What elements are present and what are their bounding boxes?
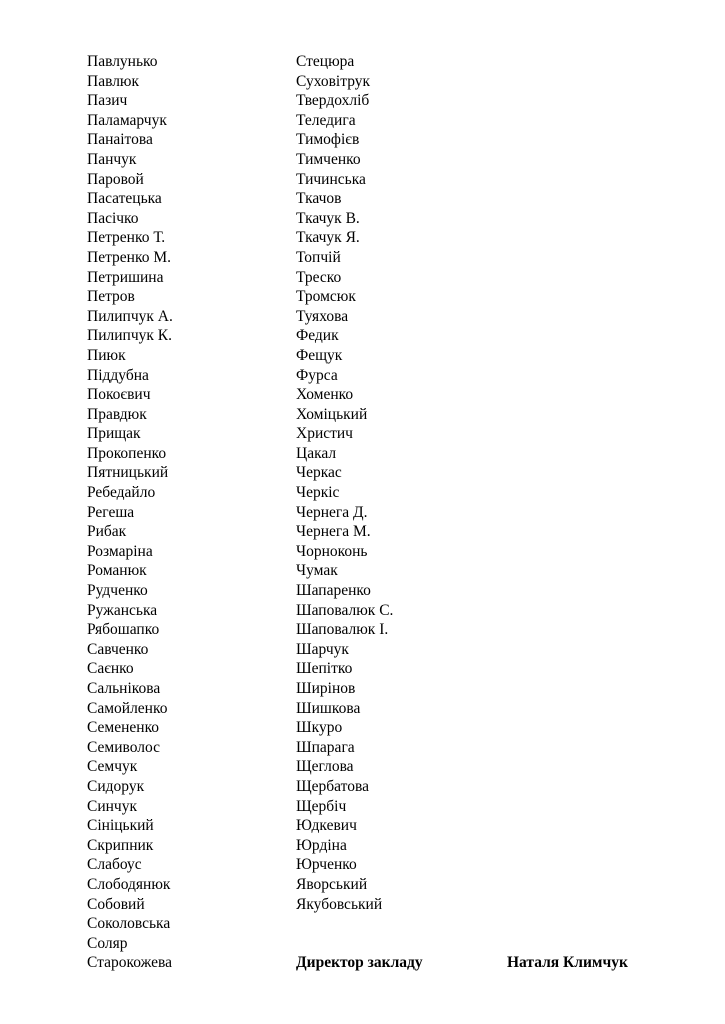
list-item: Шишкова [296, 699, 361, 717]
list-item: Шкуро [296, 719, 343, 737]
list-item: Романюк [87, 562, 147, 580]
list-item: Шарчук [296, 640, 349, 658]
list-item: Щербіч [296, 797, 347, 815]
list-item: Рудченко [87, 582, 148, 600]
list-item: Розмаріна [87, 542, 153, 560]
list-item: Панаітова [87, 131, 153, 149]
list-item: Петренко М. [87, 248, 171, 266]
list-item: Пилипчук К. [87, 327, 172, 345]
list-item: Прокопенко [87, 444, 167, 462]
list-item: Рябошапко [87, 621, 160, 639]
list-item: Твердохліб [296, 92, 370, 110]
list-item: Собовий [87, 895, 145, 913]
list-item: Самойленко [87, 699, 168, 717]
signature-name: Наталя Климчук [507, 954, 628, 971]
list-item: Треско [296, 268, 342, 286]
list-item: Синчук [87, 797, 138, 815]
list-item: Семчук [87, 758, 138, 776]
list-item: Чернега Д. [296, 503, 368, 521]
list-item: Петренко Т. [87, 229, 166, 247]
list-item: Черкас [296, 464, 342, 482]
names-column-left [87, 52, 173, 973]
list-item: Тичинська [296, 170, 366, 188]
list-item: Суховітрук [296, 72, 371, 90]
list-item: Старокожева [87, 954, 172, 972]
list-item: Тимченко [296, 150, 361, 168]
list-item: Покоєвич [87, 386, 151, 404]
list-item: Якубовський [296, 895, 383, 913]
list-item: Черкіс [296, 484, 340, 502]
list-item: Чорноконь [296, 542, 368, 560]
list-item: Шепітко [296, 660, 353, 678]
list-item: Павлюк [87, 72, 140, 90]
list-item: Ребедайло [87, 484, 156, 502]
list-item: Хоменко [296, 386, 354, 404]
list-item: Пиюк [87, 346, 126, 364]
list-item: Піддубна [87, 366, 149, 384]
list-item: Фещук [296, 346, 343, 364]
list-item: Сальнікова [87, 680, 161, 697]
list-item: Сініцький [87, 817, 154, 835]
list-item: Тимофієв [296, 131, 360, 149]
list-item: Шаповалюк І. [296, 621, 389, 639]
list-item: Ткачук В. [296, 209, 360, 227]
list-item: Прищак [87, 425, 141, 443]
list-item: Петришина [87, 268, 164, 286]
list-item: Пазич [87, 92, 128, 110]
list-item: Шпарага [296, 738, 355, 756]
list-item: Шапаренко [296, 582, 371, 600]
list-item: Шаповалюк С. [296, 601, 394, 619]
list-item: Юрдіна [296, 836, 347, 854]
list-item: Слободянюк [87, 875, 171, 893]
list-item: Слабоус [87, 856, 142, 874]
list-item: Правдюк [87, 405, 147, 423]
list-item: Семиволос [87, 738, 161, 756]
list-item: Ткачов [296, 190, 342, 208]
list-item: Скрипник [87, 836, 154, 854]
list-item: Чумак [296, 562, 338, 580]
list-item: Пилипчук А. [87, 307, 173, 325]
list-item: Щеглова [296, 758, 354, 776]
list-item: Савченко [87, 640, 149, 658]
names-column-right [296, 52, 393, 914]
list-item: Стецюра [296, 53, 355, 70]
list-item: Яворський [296, 875, 368, 893]
list-item: Регеша [87, 503, 135, 521]
list-item: Семененко [87, 719, 160, 737]
list-item: Цакал [296, 444, 337, 462]
list-item: Хоміцький [296, 405, 368, 423]
list-item: Паровой [87, 170, 144, 188]
list-item: Христич [296, 425, 353, 443]
list-item: Топчій [296, 248, 341, 266]
list-item: Юдкевич [296, 817, 357, 835]
list-item: Ткачук Я. [296, 229, 360, 247]
list-item: Панчук [87, 150, 137, 168]
list-item: Соколовська [87, 915, 171, 933]
list-item: Ружанська [87, 601, 158, 619]
list-item: Соляр [87, 934, 128, 952]
list-item: Пасічко [87, 209, 139, 227]
list-item: Сидорук [87, 777, 145, 795]
list-item: Туяхова [296, 307, 349, 325]
list-item: Федик [296, 327, 339, 345]
list-item: Петров [87, 288, 135, 306]
list-item: Паламарчук [87, 111, 167, 129]
signature-title: Директор закладу [296, 954, 423, 971]
list-item: Юрченко [296, 856, 357, 874]
list-item: Теледига [296, 111, 356, 129]
list-item: Саєнко [87, 660, 134, 678]
list-item: Фурса [296, 366, 338, 384]
list-item: Павлунько [87, 53, 158, 70]
list-item: Тромсюк [296, 288, 356, 306]
list-item: Пасатецька [87, 190, 162, 208]
list-item: Рибак [87, 523, 127, 541]
list-item: Ширінов [296, 680, 356, 697]
list-item: Щербатова [296, 777, 369, 795]
list-item: Чернега М. [296, 523, 371, 541]
list-item: Пятницький [87, 464, 169, 482]
